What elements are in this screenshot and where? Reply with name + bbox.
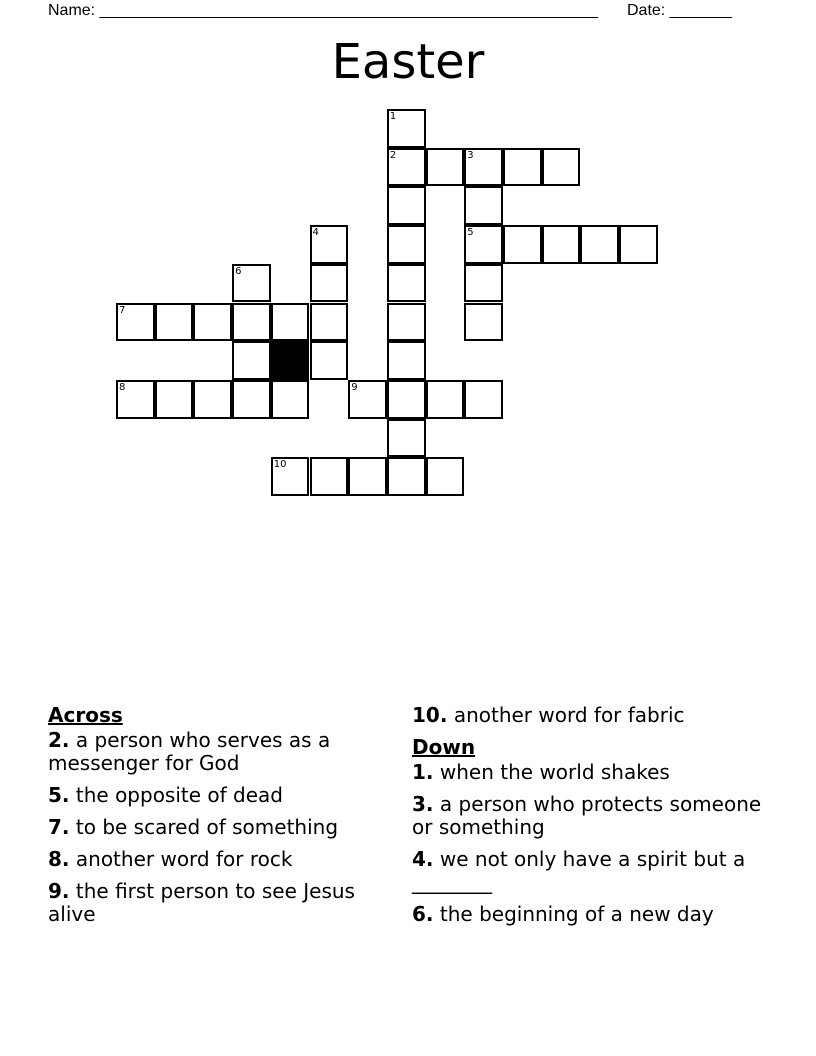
crossword-cell[interactable] bbox=[542, 225, 581, 264]
clue-num: 4 bbox=[412, 847, 426, 871]
name-field[interactable]: Name: ________________________________________________________ bbox=[48, 2, 598, 19]
clue-text: when the world shakes bbox=[439, 760, 670, 784]
black-cell bbox=[271, 341, 310, 380]
clue-item bbox=[412, 903, 762, 926]
clue-number: 7 bbox=[119, 304, 126, 316]
crossword-cell[interactable] bbox=[310, 341, 349, 380]
crossword-cell[interactable] bbox=[348, 380, 387, 419]
crossword-cell[interactable] bbox=[116, 303, 155, 342]
clue-num: 3 bbox=[412, 792, 426, 816]
clue-text: another word for fabric bbox=[453, 703, 685, 727]
page-title: Easter bbox=[331, 34, 485, 90]
crossword-cell[interactable] bbox=[310, 264, 349, 303]
crossword-cell[interactable] bbox=[464, 303, 503, 342]
clue-num: 2 bbox=[48, 728, 62, 752]
crossword-cell[interactable] bbox=[387, 186, 426, 225]
crossword-cell[interactable] bbox=[619, 225, 658, 264]
clue-number: 4 bbox=[312, 227, 319, 239]
clue-item bbox=[412, 793, 762, 839]
clue-dot: . bbox=[61, 728, 70, 752]
crossword-cell[interactable] bbox=[232, 264, 271, 303]
clue-text: the opposite of dead bbox=[75, 783, 283, 807]
clue-dot: . bbox=[61, 879, 70, 903]
crossword-cell[interactable] bbox=[387, 457, 426, 496]
clue-dot: . bbox=[61, 847, 70, 871]
clue-num: 10 bbox=[412, 703, 440, 727]
crossword-cell[interactable] bbox=[464, 148, 503, 187]
clue-item bbox=[48, 848, 398, 871]
crossword-cell[interactable] bbox=[310, 457, 349, 496]
crossword-cell[interactable] bbox=[580, 225, 619, 264]
clue-dot: . bbox=[425, 760, 434, 784]
crossword-cell[interactable] bbox=[426, 457, 465, 496]
crossword-cell[interactable] bbox=[464, 225, 503, 264]
clue-text: we not only have a spirit but a ________ bbox=[412, 847, 746, 894]
clue-text: to be scared of something bbox=[75, 815, 339, 839]
crossword-cell[interactable] bbox=[542, 148, 581, 187]
crossword-cell[interactable] bbox=[387, 148, 426, 187]
clue-number: 1 bbox=[389, 111, 397, 122]
clue-dot: . bbox=[425, 792, 434, 816]
crossword-cell[interactable] bbox=[155, 380, 194, 419]
clue-number: 5 bbox=[467, 227, 474, 239]
crossword-cell[interactable] bbox=[271, 457, 310, 496]
crossword-cell[interactable] bbox=[348, 457, 387, 496]
clue-num: 7 bbox=[48, 815, 62, 839]
clue-item bbox=[48, 784, 398, 807]
crossword-cell[interactable] bbox=[232, 380, 271, 419]
crossword-cell[interactable] bbox=[193, 303, 232, 342]
clue-num: 1 bbox=[412, 760, 426, 784]
crossword-cell[interactable] bbox=[426, 148, 465, 187]
crossword-cell[interactable] bbox=[232, 303, 271, 342]
crossword-cell[interactable] bbox=[387, 341, 426, 380]
clue-dot: . bbox=[61, 815, 70, 839]
clue-text: a person who protects someone or something bbox=[412, 792, 762, 839]
clue-dot: . bbox=[425, 902, 434, 926]
date-field[interactable]: Date: _______ bbox=[627, 2, 732, 19]
crossword-cell[interactable] bbox=[155, 303, 194, 342]
crossword-cell[interactable] bbox=[387, 225, 426, 264]
clue-num: 8 bbox=[48, 847, 62, 871]
clue-item bbox=[412, 704, 762, 727]
clue-text: the first person to see Jesus alive bbox=[48, 879, 355, 926]
clue-item bbox=[412, 848, 762, 894]
crossword-cell[interactable] bbox=[116, 380, 155, 419]
clue-number: 6 bbox=[235, 265, 242, 277]
clue-item bbox=[48, 880, 398, 926]
clue-dot: . bbox=[61, 783, 70, 807]
crossword-cell[interactable] bbox=[271, 303, 310, 342]
crossword-cell[interactable] bbox=[310, 303, 349, 342]
crossword-cell[interactable] bbox=[464, 380, 503, 419]
clue-item bbox=[412, 761, 762, 784]
clue-item bbox=[48, 816, 398, 839]
clue-number: 3 bbox=[467, 149, 474, 161]
clue-text: the beginning of a new day bbox=[439, 902, 714, 926]
across-heading: Across bbox=[48, 703, 123, 727]
down-clues bbox=[412, 704, 762, 935]
crossword-cell[interactable] bbox=[464, 186, 503, 225]
crossword-cell[interactable] bbox=[387, 380, 426, 419]
clue-num: 9 bbox=[48, 879, 62, 903]
down-heading: Down bbox=[412, 735, 476, 759]
crossword-cell[interactable] bbox=[387, 419, 426, 458]
clue-text: another word for rock bbox=[75, 847, 293, 871]
clue-text: a person who serves as a messenger for God bbox=[48, 728, 331, 775]
clue-number: 2 bbox=[389, 149, 397, 161]
clue-dot: . bbox=[439, 703, 448, 727]
clue-dot: . bbox=[425, 847, 434, 871]
crossword-cell[interactable] bbox=[232, 341, 271, 380]
clue-number: 10 bbox=[273, 459, 287, 471]
crossword-cell[interactable] bbox=[387, 109, 426, 148]
clue-item bbox=[48, 729, 398, 775]
crossword-cell[interactable] bbox=[387, 303, 426, 342]
crossword-cell[interactable] bbox=[271, 380, 310, 419]
crossword-cell[interactable] bbox=[193, 380, 232, 419]
across-clues bbox=[48, 704, 398, 935]
clue-number: 9 bbox=[351, 381, 358, 393]
crossword-cell[interactable] bbox=[464, 264, 503, 303]
crossword-cell[interactable] bbox=[387, 264, 426, 303]
clue-num: 5 bbox=[48, 783, 62, 807]
clue-num: 6 bbox=[412, 902, 426, 926]
crossword-cell[interactable] bbox=[310, 225, 349, 264]
crossword-cell[interactable] bbox=[503, 148, 542, 187]
crossword-cell[interactable] bbox=[426, 380, 465, 419]
crossword-cell[interactable] bbox=[503, 225, 542, 264]
clue-number: 8 bbox=[119, 381, 126, 393]
